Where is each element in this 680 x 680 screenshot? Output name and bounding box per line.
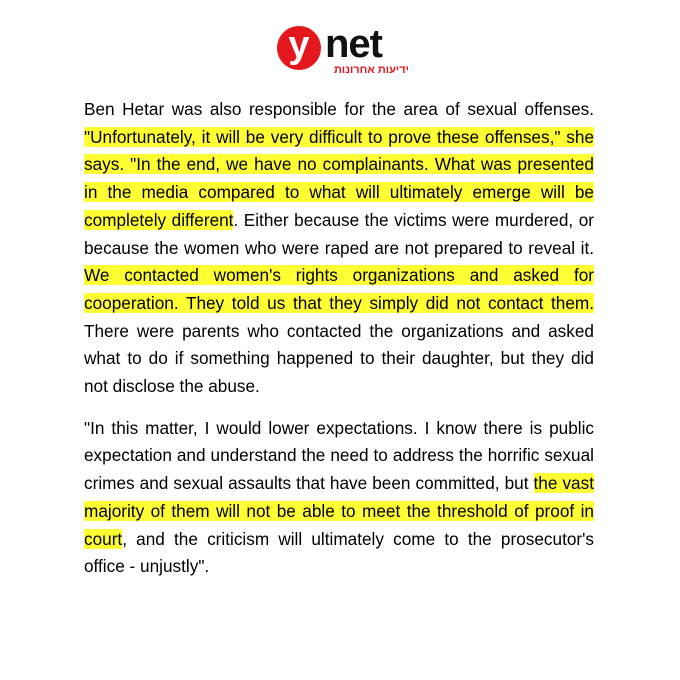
paragraph-2 xyxy=(84,415,594,581)
highlighted-text-segment: "Unfortunately, it will be very difficult to prove these offenses," she says. "In the end, we have no complainants. What was presented in the media compared to what will ultimately emerge will be completely different xyxy=(84,126,594,230)
logo-net-text: net xyxy=(325,22,382,66)
text-segment: Ben Hetar was also responsible for the area of sexual offenses. xyxy=(84,99,594,119)
article-body xyxy=(84,96,594,595)
text-segment: "In this matter, I would lower expectations. I know there is public expectation and understand the need to address the horrific sexual crimes and sexual assaults that have been committed, but xyxy=(84,417,594,494)
logo-y-letter: y xyxy=(288,24,310,66)
text-segment: There were parents who contacted the organizations and asked what to do if something happened to their daughter, but they did not disclose the abuse. xyxy=(84,320,594,397)
highlighted-text-segment: We contacted women's rights organizations and asked for cooperation. They told us that they simply did not contact them. xyxy=(84,265,594,313)
highlighted-text-segment: the vast majority of them will not be able to meet the threshold of proof in court xyxy=(84,473,594,549)
text-segment: , and the criticism will ultimately come to the prosecutor's office - unjustly". xyxy=(84,528,594,577)
paragraph-1 xyxy=(84,96,594,401)
text-segment: . Either because the victims were murdered, or because the women who were raped are not prepared to reveal it. xyxy=(84,209,594,258)
logo-hebrew-subtitle: ידיעות אחרונות xyxy=(334,64,409,76)
ynet-logo xyxy=(270,24,410,76)
